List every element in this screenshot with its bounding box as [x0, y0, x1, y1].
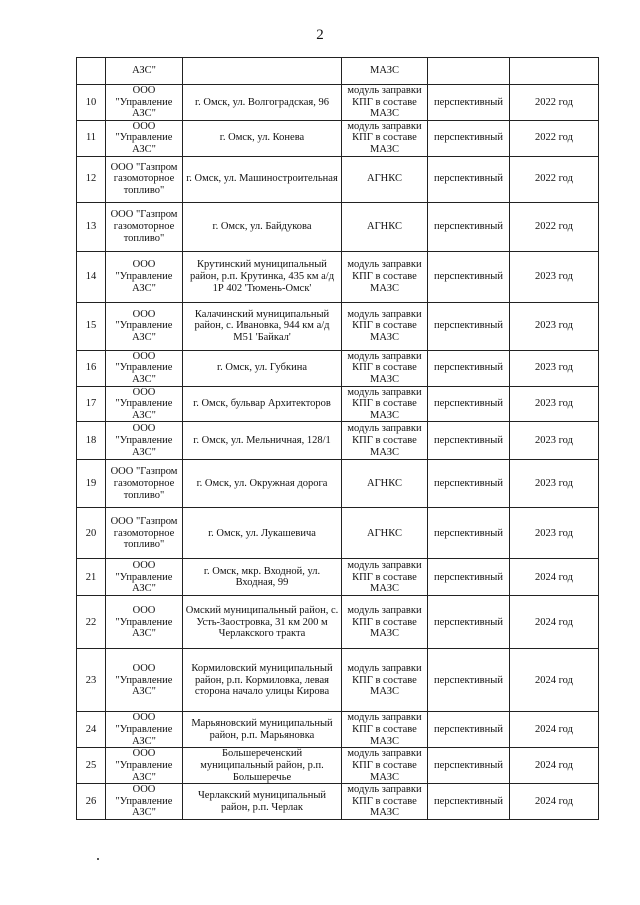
station-type-cell: модуль заправки КПГ в составе МАЗС: [342, 596, 428, 649]
operator-cell: ООО "Управление АЗС": [106, 251, 183, 302]
station-type-cell: модуль заправки КПГ в составе МАЗС: [342, 302, 428, 350]
status-cell: перспективный: [428, 302, 510, 350]
row-number-cell: 14: [77, 251, 106, 302]
table-row: [77, 202, 599, 251]
year-cell: 2023 год: [510, 508, 599, 559]
year-cell: 2022 год: [510, 156, 599, 202]
status-cell: [428, 58, 510, 85]
status-cell: перспективный: [428, 85, 510, 121]
address-cell: Марьяновский муниципальный район, р.п. Марьяновка: [183, 712, 342, 748]
station-type-cell: модуль заправки КПГ в составе МАЗС: [342, 386, 428, 422]
operator-cell: АЗС": [106, 58, 183, 85]
year-cell: 2022 год: [510, 202, 599, 251]
table-row: [77, 85, 599, 121]
row-number-cell: 20: [77, 508, 106, 559]
address-cell: Черлакский муниципальный район, р.п. Черлак: [183, 784, 342, 820]
operator-cell: ООО "Газпром газомоторное топливо": [106, 460, 183, 508]
table-row: [77, 422, 599, 460]
row-number-cell: 15: [77, 302, 106, 350]
address-cell: г. Омск, мкр. Входной, ул. Входная, 99: [183, 559, 342, 596]
table-row: [77, 596, 599, 649]
row-number-cell: 19: [77, 460, 106, 508]
operator-cell: ООО "Управление АЗС": [106, 386, 183, 422]
address-cell: [183, 58, 342, 85]
row-number-cell: 22: [77, 596, 106, 649]
status-cell: перспективный: [428, 251, 510, 302]
row-number-cell: 24: [77, 712, 106, 748]
table-row: [77, 559, 599, 596]
station-type-cell: модуль заправки КПГ в составе МАЗС: [342, 85, 428, 121]
operator-cell: ООО "Управление АЗС": [106, 596, 183, 649]
address-cell: г. Омск, ул. Лукашевича: [183, 508, 342, 559]
operator-cell: ООО "Управление АЗС": [106, 350, 183, 386]
table-row: [77, 649, 599, 712]
year-cell: 2023 год: [510, 251, 599, 302]
address-cell: Калачинский муниципальный район, с. Ивановка, 944 км а/д М51 'Байкал': [183, 302, 342, 350]
station-type-cell: модуль заправки КПГ в составе МАЗС: [342, 712, 428, 748]
table-row: [77, 120, 599, 156]
operator-cell: ООО "Газпром газомоторное топливо": [106, 156, 183, 202]
operator-cell: ООО "Управление АЗС": [106, 85, 183, 121]
operator-cell: ООО "Газпром газомоторное топливо": [106, 508, 183, 559]
row-number-cell: 26: [77, 784, 106, 820]
table-row: [77, 58, 599, 85]
year-cell: 2023 год: [510, 302, 599, 350]
status-cell: перспективный: [428, 596, 510, 649]
status-cell: перспективный: [428, 422, 510, 460]
year-cell: 2022 год: [510, 85, 599, 121]
station-type-cell: модуль заправки КПГ в составе МАЗС: [342, 784, 428, 820]
address-cell: Крутинский муниципальный район, р.п. Крутинка, 435 км а/д 1Р 402 'Тюмень-Омск': [183, 251, 342, 302]
station-type-cell: МАЗС: [342, 58, 428, 85]
row-number-cell: 16: [77, 350, 106, 386]
row-number-cell: 21: [77, 559, 106, 596]
operator-cell: ООО "Управление АЗС": [106, 784, 183, 820]
year-cell: 2023 год: [510, 422, 599, 460]
status-cell: перспективный: [428, 784, 510, 820]
station-type-cell: АГНКС: [342, 156, 428, 202]
table-row: [77, 784, 599, 820]
table-row: [77, 386, 599, 422]
station-type-cell: модуль заправки КПГ в составе МАЗС: [342, 350, 428, 386]
table-row: [77, 350, 599, 386]
status-cell: перспективный: [428, 120, 510, 156]
year-cell: 2024 год: [510, 559, 599, 596]
year-cell: 2024 год: [510, 748, 599, 784]
address-cell: г. Омск, бульвар Архитекторов: [183, 386, 342, 422]
operator-cell: ООО "Управление АЗС": [106, 649, 183, 712]
station-type-cell: модуль заправки КПГ в составе МАЗС: [342, 251, 428, 302]
row-number-cell: 17: [77, 386, 106, 422]
operator-cell: ООО "Управление АЗС": [106, 712, 183, 748]
year-cell: 2024 год: [510, 784, 599, 820]
operator-cell: ООО "Газпром газомоторное топливо": [106, 202, 183, 251]
table-row: [77, 748, 599, 784]
station-type-cell: модуль заправки КПГ в составе МАЗС: [342, 649, 428, 712]
table-body: [77, 58, 599, 820]
year-cell: 2024 год: [510, 712, 599, 748]
station-type-cell: АГНКС: [342, 508, 428, 559]
operator-cell: ООО "Управление АЗС": [106, 120, 183, 156]
status-cell: перспективный: [428, 508, 510, 559]
year-cell: 2022 год: [510, 120, 599, 156]
address-cell: г. Омск, ул. Байдукова: [183, 202, 342, 251]
year-cell: 2023 год: [510, 460, 599, 508]
table-row: [77, 712, 599, 748]
status-cell: перспективный: [428, 649, 510, 712]
station-type-cell: модуль заправки КПГ в составе МАЗС: [342, 748, 428, 784]
address-cell: г. Омск, ул. Губкина: [183, 350, 342, 386]
table-row: [77, 460, 599, 508]
operator-cell: ООО "Управление АЗС": [106, 422, 183, 460]
address-cell: Большереченский муниципальный район, р.п. Большеречье: [183, 748, 342, 784]
year-cell: 2023 год: [510, 386, 599, 422]
table-row: [77, 251, 599, 302]
operator-cell: ООО "Управление АЗС": [106, 748, 183, 784]
table-row: [77, 508, 599, 559]
year-cell: 2023 год: [510, 350, 599, 386]
row-number-cell: [77, 58, 106, 85]
stations-table: [76, 57, 599, 820]
status-cell: перспективный: [428, 202, 510, 251]
status-cell: перспективный: [428, 156, 510, 202]
status-cell: перспективный: [428, 712, 510, 748]
address-cell: Кормиловский муниципальный район, р.п. Кормиловка, левая сторона начало улицы Кирова: [183, 649, 342, 712]
status-cell: перспективный: [428, 386, 510, 422]
row-number-cell: 12: [77, 156, 106, 202]
page-number: 2: [316, 27, 324, 43]
status-cell: перспективный: [428, 460, 510, 508]
address-cell: г. Омск, ул. Машиностроительная: [183, 156, 342, 202]
status-cell: перспективный: [428, 748, 510, 784]
row-number-cell: 10: [77, 85, 106, 121]
status-cell: перспективный: [428, 350, 510, 386]
year-cell: 2024 год: [510, 596, 599, 649]
year-cell: [510, 58, 599, 85]
row-number-cell: 23: [77, 649, 106, 712]
operator-cell: ООО "Управление АЗС": [106, 559, 183, 596]
row-number-cell: 13: [77, 202, 106, 251]
year-cell: 2024 год: [510, 649, 599, 712]
address-cell: г. Омск, ул. Волгоградская, 96: [183, 85, 342, 121]
status-cell: перспективный: [428, 559, 510, 596]
row-number-cell: 25: [77, 748, 106, 784]
table-row: [77, 302, 599, 350]
row-number-cell: 11: [77, 120, 106, 156]
station-type-cell: модуль заправки КПГ в составе МАЗС: [342, 422, 428, 460]
row-number-cell: 18: [77, 422, 106, 460]
station-type-cell: АГНКС: [342, 202, 428, 251]
table-row: [77, 156, 599, 202]
address-cell: Омский муниципальный район, с. Усть-Заостровка, 31 км 200 м Черлакского тракта: [183, 596, 342, 649]
station-type-cell: АГНКС: [342, 460, 428, 508]
address-cell: г. Омск, ул. Мельничная, 128/1: [183, 422, 342, 460]
address-cell: г. Омск, ул. Конева: [183, 120, 342, 156]
station-type-cell: модуль заправки КПГ в составе МАЗС: [342, 559, 428, 596]
operator-cell: ООО "Управление АЗС": [106, 302, 183, 350]
scan-speck: [97, 858, 99, 860]
address-cell: г. Омск, ул. Окружная дорога: [183, 460, 342, 508]
station-type-cell: модуль заправки КПГ в составе МАЗС: [342, 120, 428, 156]
